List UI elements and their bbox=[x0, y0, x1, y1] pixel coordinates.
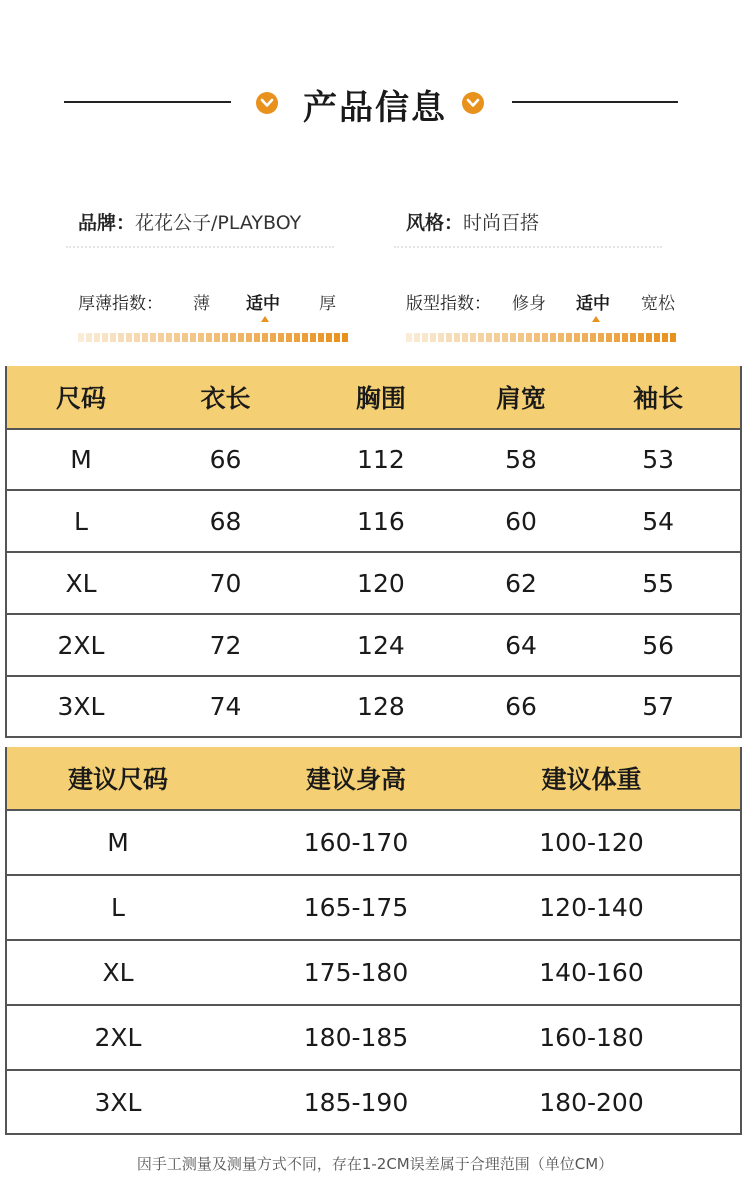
scale-segment bbox=[430, 333, 436, 342]
thickness-label: 厚薄指数： bbox=[78, 294, 163, 314]
chest-col-header: 胸围 bbox=[355, 384, 406, 413]
header-right-line bbox=[512, 101, 678, 103]
sleeve-cell: 53 bbox=[642, 445, 675, 474]
scale-segment bbox=[630, 333, 636, 342]
scale-segment bbox=[406, 333, 412, 342]
recommend-height-col-header: 建议身高 bbox=[305, 765, 406, 794]
scale-segment bbox=[558, 333, 564, 342]
scale-segment bbox=[198, 333, 204, 342]
recommend-size-cell: 3XL bbox=[94, 1087, 142, 1117]
size-cell: XL bbox=[65, 568, 97, 598]
scale-segment bbox=[118, 333, 124, 342]
sleeve-cell: 55 bbox=[642, 568, 675, 598]
scale-segment bbox=[486, 333, 492, 342]
recommend-height-cell: 160-170 bbox=[303, 828, 409, 857]
chest-cell: 128 bbox=[357, 692, 405, 721]
chevron-down-circle-icon bbox=[462, 92, 484, 114]
table-row bbox=[7, 809, 740, 874]
scale-segment bbox=[310, 333, 316, 342]
fit-option-loose: 宽松 bbox=[641, 294, 675, 314]
style-key: 风格： bbox=[406, 212, 464, 234]
scale-segment bbox=[654, 333, 660, 342]
recommend-table bbox=[5, 747, 742, 1135]
scale-segment bbox=[566, 333, 572, 342]
scale-segment bbox=[422, 333, 428, 342]
thickness-indicator-icon bbox=[261, 316, 269, 322]
sleeve-cell: 57 bbox=[642, 692, 675, 721]
scale-segment bbox=[670, 333, 676, 342]
scale-segment bbox=[238, 333, 244, 342]
scale-segment bbox=[230, 333, 236, 342]
chest-cell: 112 bbox=[357, 445, 405, 474]
scale-segment bbox=[86, 333, 92, 342]
recommend-weight-cell: 120-140 bbox=[539, 893, 644, 922]
chest-cell: 120 bbox=[357, 568, 405, 598]
scale-segment bbox=[78, 333, 84, 342]
style-attribute bbox=[406, 208, 539, 235]
scale-segment bbox=[158, 333, 164, 342]
thickness-option-medium: 适中 bbox=[246, 294, 280, 314]
shoulder-cell: 64 bbox=[505, 630, 537, 660]
scale-segment bbox=[518, 333, 524, 342]
scale-segment bbox=[126, 333, 132, 342]
scale-segment bbox=[326, 333, 332, 342]
thickness-option-thin: 薄 bbox=[193, 294, 210, 314]
scale-segment bbox=[150, 333, 156, 342]
recommend-size-cell: M bbox=[107, 828, 129, 857]
table-row bbox=[7, 939, 740, 1004]
scale-segment bbox=[638, 333, 644, 342]
recommend-size-col-header: 建议尺码 bbox=[67, 765, 168, 794]
recommend-height-cell: 165-175 bbox=[303, 893, 409, 922]
shoulder-cell: 62 bbox=[505, 568, 537, 598]
scale-segment bbox=[614, 333, 620, 342]
scale-segment bbox=[318, 333, 324, 342]
recommend-weight-cell: 160-180 bbox=[539, 1023, 644, 1052]
length-cell: 74 bbox=[209, 692, 242, 721]
scale-segment bbox=[662, 333, 668, 342]
scale-segment bbox=[302, 333, 308, 342]
length-cell: 66 bbox=[209, 445, 242, 474]
shoulder-cell: 58 bbox=[505, 445, 537, 474]
length-cell: 70 bbox=[209, 568, 242, 598]
scale-segment bbox=[278, 333, 284, 342]
scale-segment bbox=[574, 333, 580, 342]
brand-attribute bbox=[78, 208, 301, 235]
table-row bbox=[7, 1069, 740, 1135]
scale-segment bbox=[526, 333, 532, 342]
scale-segment bbox=[470, 333, 476, 342]
scale-segment bbox=[94, 333, 100, 342]
scale-segment bbox=[582, 333, 588, 342]
scale-segment bbox=[542, 333, 548, 342]
scale-segment bbox=[206, 333, 212, 342]
recommend-weight-col-header: 建议体重 bbox=[541, 765, 642, 794]
recommend-height-cell: 180-185 bbox=[303, 1023, 409, 1052]
recommend-height-cell: 185-190 bbox=[303, 1087, 409, 1117]
scale-segment bbox=[454, 333, 460, 342]
table-row bbox=[7, 675, 740, 738]
scale-segment bbox=[142, 333, 148, 342]
table-row bbox=[7, 551, 740, 613]
table-row bbox=[7, 1004, 740, 1069]
recommend-weight-cell: 100-120 bbox=[539, 828, 644, 857]
scale-segment bbox=[590, 333, 596, 342]
sleeve-col-header: 袖长 bbox=[633, 384, 684, 413]
scale-segment bbox=[110, 333, 116, 342]
recommend-weight-cell: 140-160 bbox=[539, 958, 644, 987]
scale-segment bbox=[294, 333, 300, 342]
scale-segment bbox=[222, 333, 228, 342]
shoulder-cell: 60 bbox=[505, 506, 537, 536]
shoulder-col-header: 肩宽 bbox=[495, 384, 546, 413]
scale-segment bbox=[102, 333, 108, 342]
table-row bbox=[7, 874, 740, 939]
footnote: 因手工测量及测量方式不同，存在1-2CM误差属于合理范围（单位CM） bbox=[136, 1155, 614, 1173]
scale-segment bbox=[174, 333, 180, 342]
size-cell: M bbox=[70, 445, 92, 474]
sleeve-cell: 54 bbox=[642, 506, 675, 536]
size-table-header bbox=[7, 366, 740, 428]
sleeve-cell: 56 bbox=[642, 630, 675, 660]
scale-segment bbox=[166, 333, 172, 342]
scale-segment bbox=[414, 333, 420, 342]
recommend-height-cell: 175-180 bbox=[303, 958, 409, 987]
scale-segment bbox=[606, 333, 612, 342]
recommend-size-cell: 2XL bbox=[94, 1023, 142, 1052]
scale-segment bbox=[438, 333, 444, 342]
size-cell: L bbox=[74, 506, 88, 536]
table-row bbox=[7, 428, 740, 489]
fit-scale-bar bbox=[406, 327, 678, 336]
scale-segment bbox=[446, 333, 452, 342]
chest-cell: 116 bbox=[357, 506, 405, 536]
fit-option-slim: 修身 bbox=[512, 294, 546, 314]
thickness-scale-bar bbox=[78, 327, 350, 336]
scale-segment bbox=[134, 333, 140, 342]
scale-segment bbox=[254, 333, 260, 342]
fit-label: 版型指数： bbox=[406, 294, 491, 314]
scale-segment bbox=[462, 333, 468, 342]
size-cell: 2XL bbox=[57, 630, 105, 660]
recommend-table-header bbox=[7, 747, 740, 809]
length-col-header: 衣长 bbox=[200, 384, 251, 413]
table-row bbox=[7, 489, 740, 551]
scale-segment bbox=[510, 333, 516, 342]
length-cell: 72 bbox=[209, 630, 242, 660]
table-row bbox=[7, 613, 740, 675]
thickness-option-thick: 厚 bbox=[319, 294, 336, 314]
scale-segment bbox=[190, 333, 196, 342]
scale-segment bbox=[246, 333, 252, 342]
recommend-weight-cell: 180-200 bbox=[539, 1087, 644, 1117]
scale-segment bbox=[262, 333, 268, 342]
scale-segment bbox=[494, 333, 500, 342]
brand-divider bbox=[66, 246, 334, 248]
scale-segment bbox=[334, 333, 340, 342]
recommend-size-cell: XL bbox=[102, 958, 134, 987]
shoulder-cell: 66 bbox=[505, 692, 537, 721]
scale-segment bbox=[286, 333, 292, 342]
scale-segment bbox=[550, 333, 556, 342]
fit-option-regular: 适中 bbox=[576, 294, 610, 314]
scale-segment bbox=[646, 333, 652, 342]
style-value: 时尚百搭 bbox=[463, 212, 540, 234]
scale-segment bbox=[478, 333, 484, 342]
length-cell: 68 bbox=[209, 506, 242, 536]
scale-segment bbox=[534, 333, 540, 342]
style-divider bbox=[394, 246, 662, 248]
scale-segment bbox=[182, 333, 188, 342]
brand-value: 花花公子/PLAYBOY bbox=[135, 212, 302, 234]
scale-segment bbox=[622, 333, 628, 342]
chest-cell: 124 bbox=[357, 630, 405, 660]
size-cell: 3XL bbox=[57, 692, 105, 721]
scale-segment bbox=[598, 333, 604, 342]
brand-key: 品牌： bbox=[78, 212, 136, 234]
size-table bbox=[5, 366, 742, 738]
scale-segment bbox=[502, 333, 508, 342]
recommend-size-cell: L bbox=[111, 893, 125, 922]
page-title: 产品信息 bbox=[303, 88, 447, 128]
size-col-header: 尺码 bbox=[55, 384, 106, 413]
scale-segment bbox=[214, 333, 220, 342]
scale-segment bbox=[270, 333, 276, 342]
scale-segment bbox=[342, 333, 348, 342]
fit-indicator-icon bbox=[592, 316, 600, 322]
